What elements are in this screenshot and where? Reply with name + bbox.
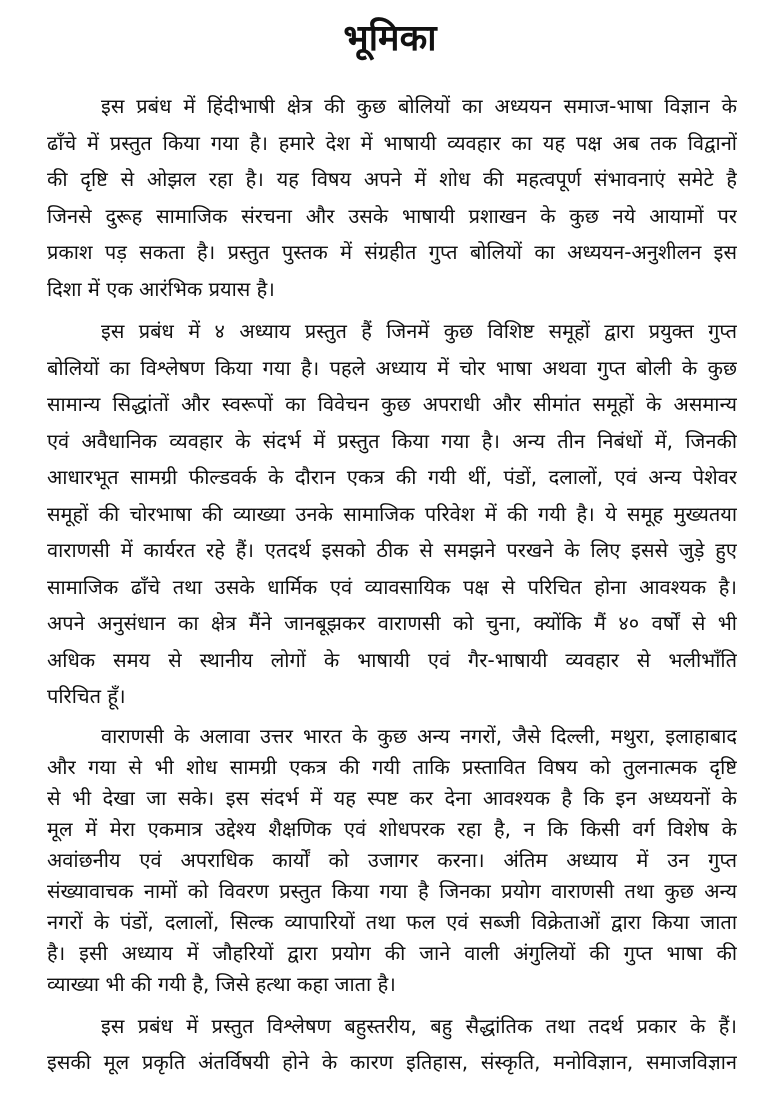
text-line: बोलियों का विश्लेषण किया गया है। पहले अध्याय में चोर भाषा अथवा गुप्त बोली के कुछ [47,355,737,380]
paragraph [47,313,737,715]
text-line: अवांछनीय एवं अपराधिक कार्यों को उजागर करना। अंतिम अध्याय में उन गुप्त [47,847,737,872]
text-line: ढाँचे में प्रस्तुत किया गया है। हमारे देश में भाषायी व्यवहार का यह पक्ष अब तक विद्वानों [47,130,737,155]
text-line: मूल में मेरा एकमात्र उद्देश्य शैक्षणिक एवं शोधपरक रहा है, न कि किसी वर्ग विशेष के [47,816,737,841]
paragraph [47,721,737,1000]
text-line: व्याख्या भी की गयी है, जिसे हत्था कहा जाता है। [47,971,396,996]
text-line: है। इसी अध्याय में जौहरियों द्वारा प्रयोग की जाने वाली अंगुलियों की गुप्त भाषा की [47,940,737,965]
text-line: की दृष्टि से ओझल रहा है। यह विषय अपने में शोध की महत्वपूर्ण संभावनाएं समेटे है [47,167,737,191]
text-line: इस प्रबंध में हिंदीभाषी क्षेत्र की कुछ बोलियों का अध्ययन समाज-भाषा विज्ञान के [101,94,737,118]
text-line: दिशा में एक आरंभिक प्रयास है। [47,276,275,301]
document-body [47,88,737,1087]
text-line: से भी देखा जा सके। इस संदर्भ में यह स्पष्ट कर देना आवश्यक है कि इन अध्ययनों के [47,785,737,810]
text-line: इसकी मूल प्रकृति अंतर्विषयी होने के कारण इतिहास, संस्कृति, मनोविज्ञान, समाजविज्ञान [47,1050,737,1074]
text-line: इस प्रबंध में प्रस्तुत विश्लेषण बहुस्तरीय, बहु सैद्धांतिक तथा तदर्थ प्रकार के हैं। [101,1013,737,1038]
text-line: प्रकाश पड़ सकता है। प्रस्तुत पुस्तक में संग्रहीत गुप्त बोलियों का अध्ययन-अनुशीलन इस [47,240,737,264]
text-line: आधारभूत सामग्री फील्डवर्क के दौरान एकत्र की गयी थीं, पंडों, दलालों, एवं अन्य पेशेवर [47,465,737,489]
paragraph [47,88,737,307]
text-line: और गया से भी शोध सामग्री एकत्र की गयी ताकि प्रस्तावित विषय को तुलनात्मक दृष्टि [47,754,737,779]
text-line: वाराणसी के अलावा उत्तर भारत के कुछ अन्य नगरों, जैसे दिल्ली, मथुरा, इलाहाबाद [101,723,737,748]
text-line: एवं अवैधानिक व्यवहार के संदर्भ में प्रस्तुत किया गया है। अन्य तीन निबंधों में, जिनकी [47,428,737,453]
text-line: अपने अनुसंधान का क्षेत्र मैंने जानबूझकर वाराणसी को चुना, क्योंकि मैं ४० वर्षों से भी [47,611,737,635]
text-line: समूहों की चोरभाषा की व्याख्या उनके सामाजिक परिवेश में की गयी है। ये समूह मुख्यतया [47,501,737,526]
text-line: परिचित हूँ। [47,684,126,708]
text-line: संख्यावाचक नामों को विवरण प्रस्तुत किया गया है जिनका प्रयोग वाराणसी तथा कुछ अन्य [47,878,737,903]
text-line: वाराणसी में कार्यरत रहे हैं। एतदर्थ इसको ठीक से समझने परखने के लिए इससे जुड़े हुए [47,538,737,562]
page-title: भूमिका [343,18,437,59]
text-line: सामाजिक ढाँचे तथा उसके धार्मिक एवं व्यावसायिक पक्ष से परिचित होना आवश्यक है। [47,574,737,599]
text-line: नगरों के पंडों, दलालों, सिल्क व्यापारियों तथा फल एवं सब्जी विक्रेताओं द्वारा किया जाता [47,909,737,934]
text-line: अधिक समय से स्थानीय लोगों के भाषायी एवं गैर-भाषायी व्यवहार से भलीभाँति [47,647,737,672]
text-line: इस प्रबंध में ४ अध्याय प्रस्तुत हैं जिनमें कुछ विशिष्ट समूहों द्वारा प्रयुक्त गुप्त [101,319,737,343]
paragraph [47,1008,737,1081]
text-line: सामान्य सिद्धांतों और स्वरूपों का विवेचन कुछ अपराधी और सीमांत समूहों के असमान्य [47,392,737,416]
text-line: जिनसे दुरूह सामाजिक संरचना और उसके भाषायी प्रशाखन के कुछ नये आयामों पर [47,203,737,228]
